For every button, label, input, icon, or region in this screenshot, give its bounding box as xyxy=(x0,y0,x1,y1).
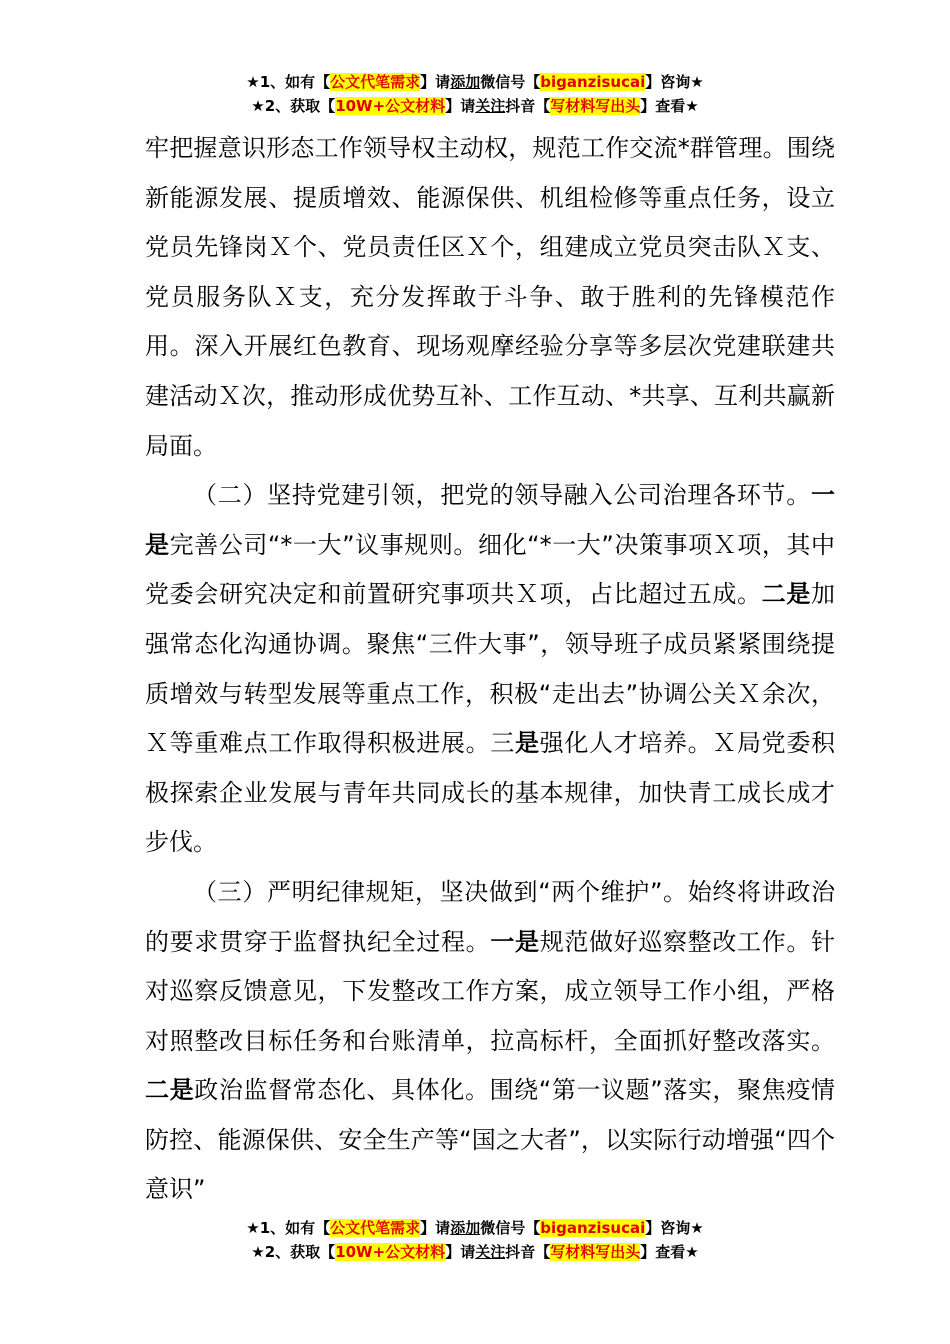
section-heading-3: （三）严明纪律规矩，坚决做到“两个维护”。始终将讲政治的要求贯穿于监督执纪全过程。 xyxy=(145,877,835,956)
paragraph-text: 加强常态化沟通协调。聚焦“三件大事”，领导班子成员紧紧围绕提质增效与转型发展等重点工作，积极“走出去”协调公关Ｘ余次，Ｘ等重难点工作取得积极进展。三 xyxy=(145,580,836,758)
banner-line-1 xyxy=(0,1216,950,1240)
keyword-bold: 一是 xyxy=(145,481,835,559)
banner-text: ★1、如有【 xyxy=(246,73,331,91)
banner-text: 微信号【 xyxy=(480,1219,541,1237)
banner-text: 】请 xyxy=(420,73,451,91)
highlight-douyin-account: 写材料写出头 xyxy=(550,1243,641,1261)
banner-text: 】请 xyxy=(445,97,476,115)
highlight-service: 公文代笔需求 xyxy=(330,73,421,91)
banner-text: 】查看★ xyxy=(640,1243,699,1261)
paragraph-text: 政治监督常态化、具体化。围绕“第一议题”落实，聚焦疫情防控、能源保供、安全生产等“国之大者”，以实际行动增强“四个意识” xyxy=(145,1076,836,1204)
banner-text: ★2、获取【 xyxy=(251,1243,336,1261)
highlight-service: 公文代笔需求 xyxy=(330,1219,421,1237)
banner-line-2 xyxy=(0,94,950,118)
keyword-bold: 是 xyxy=(515,729,540,758)
banner-text: 抖音【 xyxy=(505,97,551,115)
banner-text: 微信号【 xyxy=(480,73,541,91)
highlight-materials: 10W+公文材料 xyxy=(335,1243,446,1261)
header-banner xyxy=(0,70,950,118)
keyword-bold: 一是 xyxy=(490,927,540,956)
banner-text: 】咨询★ xyxy=(645,73,704,91)
paragraph-text: 完善公司“*一大”议事规则。细化“*一大”决策事项Ｘ项，其中党委会研究决定和前置研究事项共Ｘ项，占比超过五成。 xyxy=(145,530,836,609)
keyword-bold: 二是 xyxy=(145,1076,195,1105)
banner-underline-text: 关注 xyxy=(475,97,506,115)
banner-text: 】请 xyxy=(445,1243,476,1261)
banner-text: 抖音【 xyxy=(505,1243,551,1261)
banner-text: 】查看★ xyxy=(640,97,699,115)
paragraph-text: 强化人才培养。Ｘ局党委积极探索企业发展与青年共同成长的基本规律，加快青工成长成才步伐。 xyxy=(145,729,836,857)
banner-underline-text: 添加 xyxy=(450,1219,481,1237)
banner-underline-text: 关注 xyxy=(475,1243,506,1261)
banner-text: 】请 xyxy=(420,1219,451,1237)
banner-text: 】咨询★ xyxy=(645,1219,704,1237)
paragraph-1: 牢把握意识形态工作领导权主动权，规范工作交流*群管理。围绕新能源发展、提质增效、能源保供、机组检修等重点任务，设立党员先锋岗Ｘ个、党员责任区Ｘ个，组建成立党员突击队Ｘ支、党员服务队Ｘ支，充分发挥敢于斗争、敢于胜利的先锋模范作用。深入开展红色教育、现场观摩经验分享等多层次党建联建共建活动Ｘ次，推动形成优势互补、工作互动、*共享、互利共赢新局面。 xyxy=(145,134,835,460)
highlight-materials: 10W+公文材料 xyxy=(335,97,446,115)
banner-line-2 xyxy=(0,1240,950,1264)
document-body xyxy=(145,124,835,1215)
highlight-wechat-id: biganzisucai xyxy=(540,1219,646,1237)
footer-banner xyxy=(0,1216,950,1264)
highlight-douyin-account: 写材料写出头 xyxy=(550,97,641,115)
paragraph-text: 规范做好巡察整改工作。针对巡察反馈意见，下发整改工作方案，成立领导工作小组，严格对照整改目标任务和台账清单，拉高标杆，全面抓好整改落实。 xyxy=(145,927,836,1055)
paragraph-3 xyxy=(145,868,835,1215)
banner-text: ★2、获取【 xyxy=(251,97,336,115)
paragraph-2 xyxy=(145,471,835,868)
banner-line-1 xyxy=(0,70,950,94)
banner-underline-text: 添加 xyxy=(450,73,481,91)
banner-text: ★1、如有【 xyxy=(246,1219,331,1237)
keyword-bold: 二是 xyxy=(761,580,812,609)
highlight-wechat-id: biganzisucai xyxy=(540,73,646,91)
section-heading-2: （二）坚持党建引领，把党的领导融入公司治理各环节。 xyxy=(193,481,811,510)
